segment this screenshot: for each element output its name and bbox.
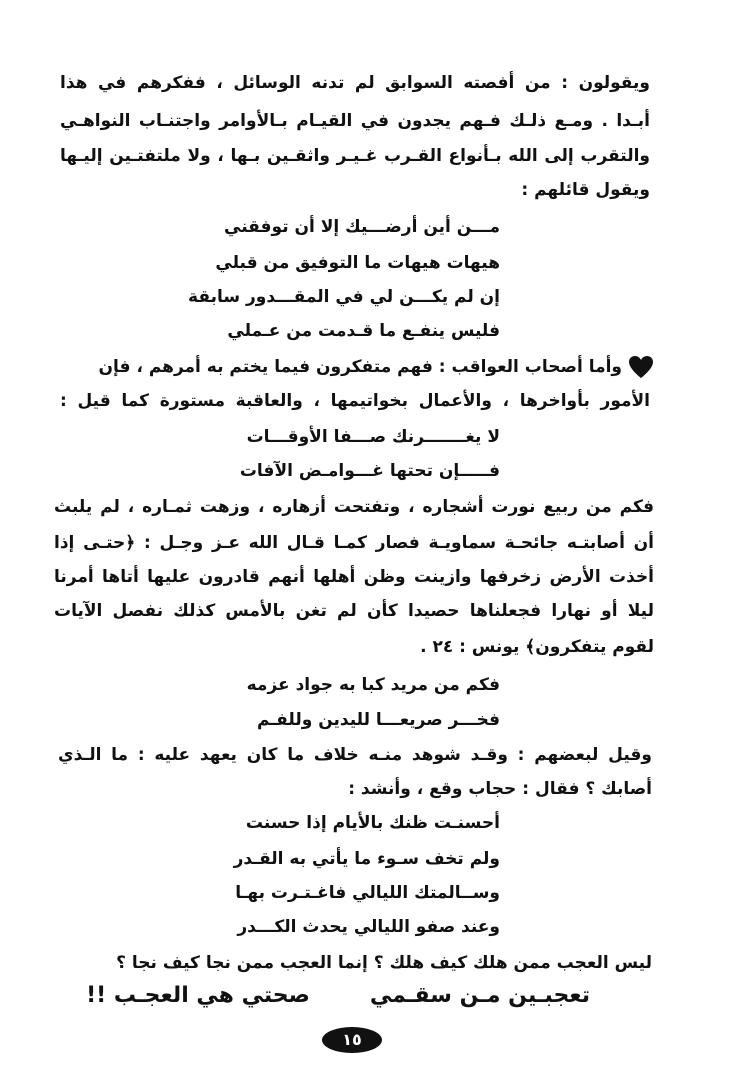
verse-line: مـــن أين أرضـــيك إلا أن توفقني: [224, 217, 500, 237]
verse-line: هيهات هيهات ما التوفيق من قبلي: [215, 253, 500, 273]
paragraph-line: ليس العجب ممن هلك كيف هلك ؟ إنما العجب ممن نجا كيف نجا ؟: [116, 953, 652, 973]
paragraph-line: ليلا أو نهارا فجعلناها حصيدا كأن لم تغن بالأمس كذلك نفصل الآيات: [54, 601, 654, 621]
paragraph-line: أصابك ؟ فقال : حجاب وقع ، وأنشد :: [348, 779, 652, 799]
paragraph-line: لقوم يتفكرون﴾ يونس : ٢٤ .: [420, 637, 654, 657]
paragraph-line: أخذت الأرض زخرفها وازينت وظن أهلها أنهم قادرون عليها أتاها أمرنا: [54, 567, 654, 587]
verse-line: وعند صفو الليالي يحدث الكـــدر: [237, 917, 500, 937]
verse-line: فليس ينفـع ما قـدمت من عـملي: [227, 321, 500, 341]
paragraph-line: ويقول قائلهم :: [521, 180, 650, 200]
paragraph-line: وقيل لبعضهم : وقـد شوهد منـه خلاف ما كان يعهد عليه : ما الـذي: [58, 745, 652, 765]
paragraph-line: أن أصابتـه جائحـة سماويـة فصار كمـا قـال الله عـز وجـل : ﴿حتـى إذا: [54, 533, 654, 553]
paragraph-line: أبـدا . ومـع ذلـك فـهم يجدون في القيـام بـالأوامر واجتنـاب النواهـي: [60, 111, 650, 131]
verse-line: فخـــر صريعـــا لليدين وللفـم: [257, 710, 500, 730]
paragraph-line: والتقرب إلى الله بـأنواع القـرب غـيـر واثقـين بـها ، ولا ملتفتـين إليـها: [60, 146, 650, 166]
closing-verse-first-half: تعجبـين مـن سقـمي: [369, 983, 590, 1008]
verse-line: فكم من مريد كبا به جواد عزمه: [246, 675, 500, 695]
paragraph-line: فكم من ربيع نورت أشجاره ، وتفتحت أزهاره ، وزهت ثمـاره ، لم يلبث: [54, 497, 654, 517]
heart-icon: [628, 355, 654, 379]
verse-line: إن لم يكـــن لي في المقـــدور سابقة: [188, 287, 500, 307]
verse-line: ولم تخف سـوء ما يأتي به القـدر: [233, 849, 500, 869]
paragraph-line: ويقولون : من أفصته السوابق لم تدنه الوسائل ، ففكرهم في هذا: [60, 73, 650, 93]
closing-verse: [86, 983, 590, 1008]
page-number: ١٥: [322, 1027, 382, 1053]
verse-line: فـــــإن تحتها غـــوامـض الآفات: [239, 461, 500, 481]
verse-line: أحسنـت ظنك بالأيام إذا حسنت: [245, 813, 500, 833]
verse-line: لا يغـــــــرنك صـــفا الأوقـــات: [246, 427, 500, 447]
paragraph-text: وأما أصحاب العواقب : فهم متفكرون فيما يختم به أمرهم ، فإن: [98, 357, 622, 377]
paragraph-line: الأمور بأواخرها ، والأعمال بخواتيمها ، والعاقبة مستورة كما قيل :: [60, 391, 650, 411]
paragraph-line-bulleted: [54, 354, 654, 380]
closing-verse-second-half: صحتي هي العجـب !!: [86, 983, 310, 1008]
verse-line: وســالمتك الليالي فاغـتـرت بهـا: [235, 883, 500, 903]
